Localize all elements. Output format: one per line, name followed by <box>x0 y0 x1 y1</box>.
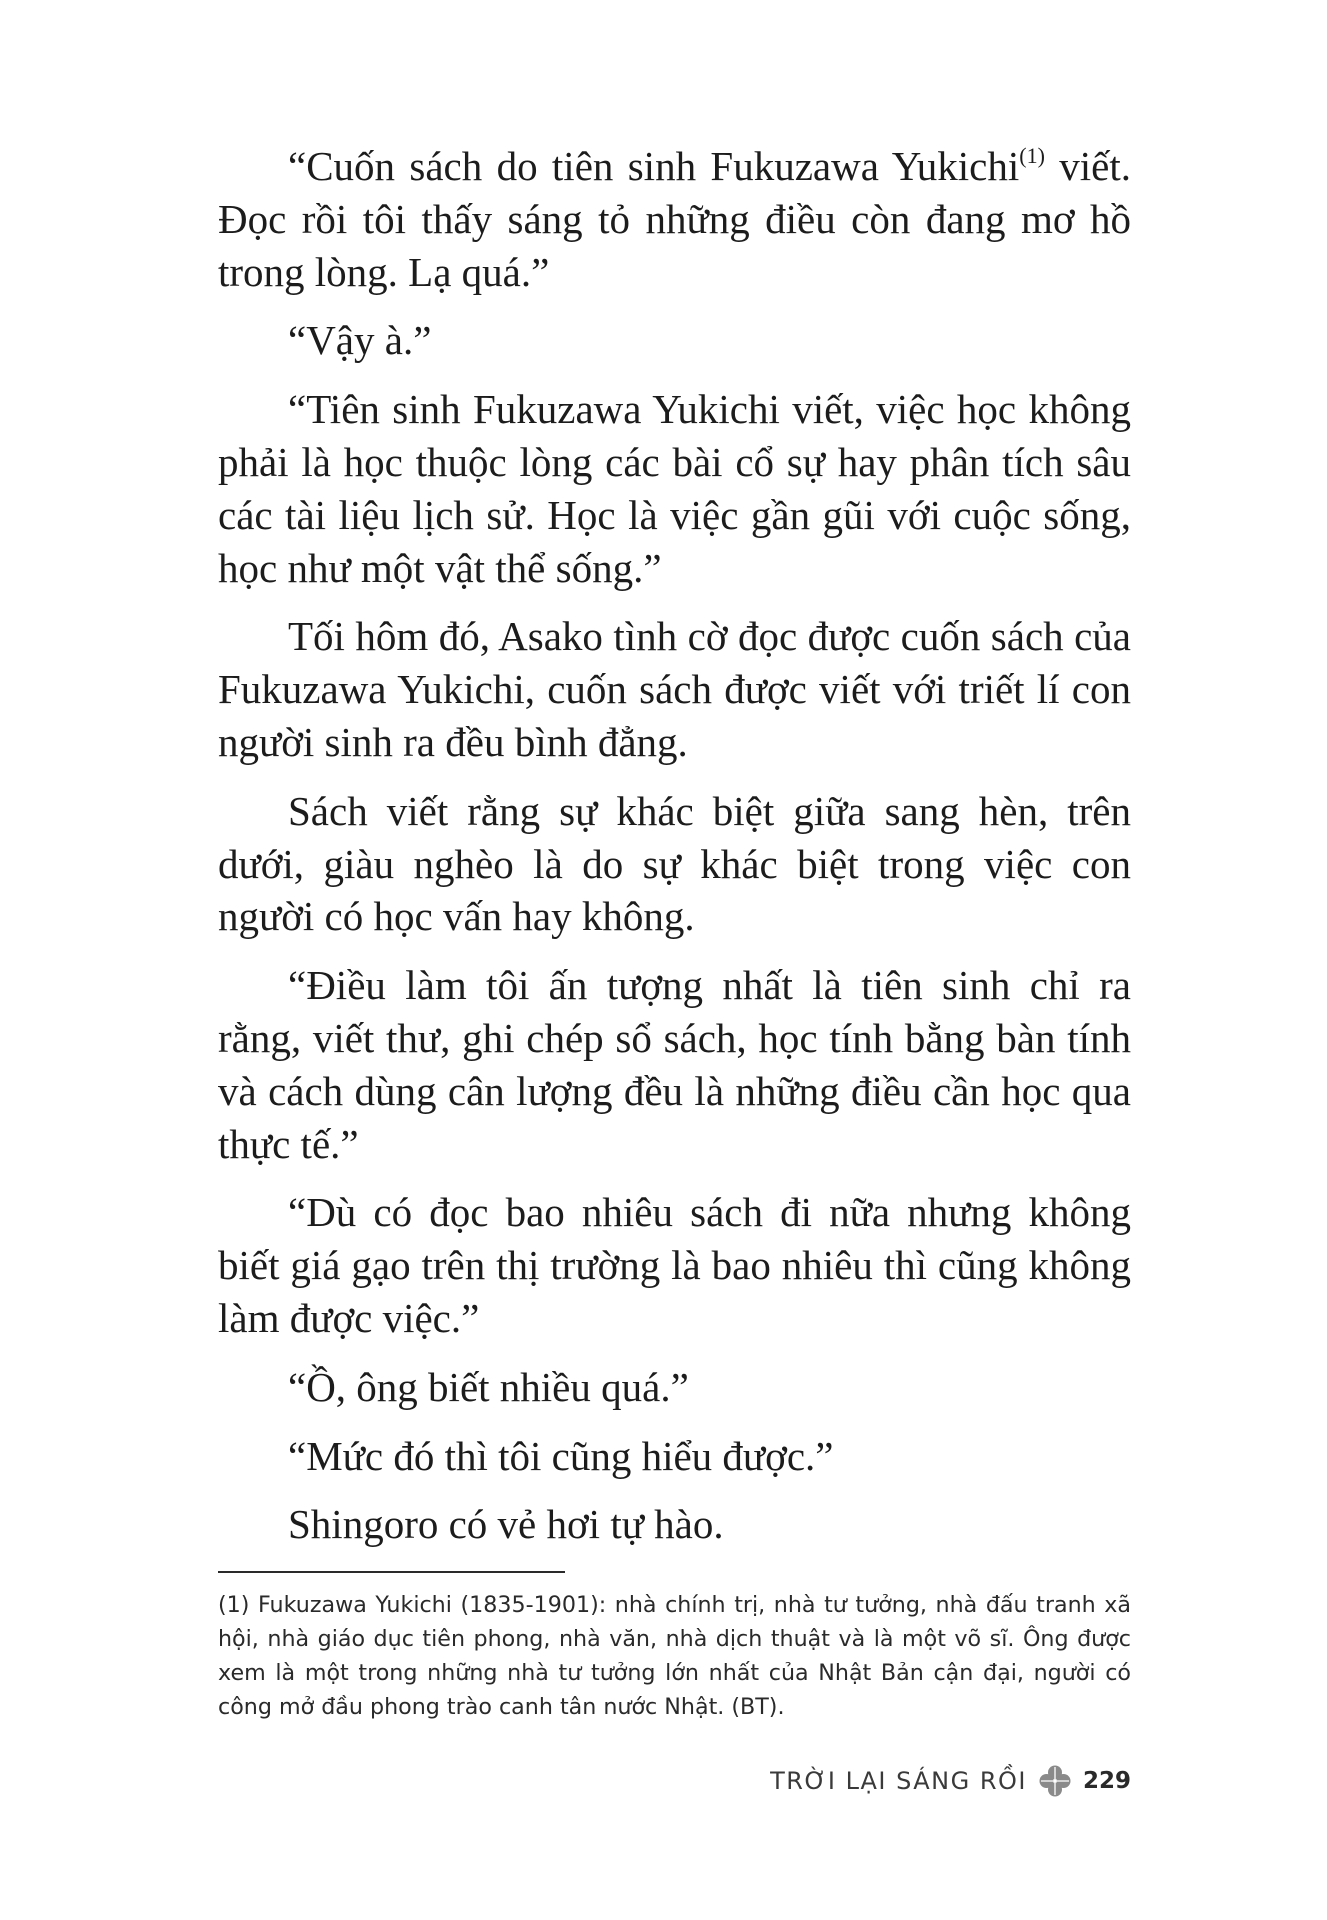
paragraph <box>218 140 1131 298</box>
book-title: TRỜI LẠI SÁNG RỒI <box>770 1767 1027 1795</box>
page-number: 229 <box>1082 1768 1131 1794</box>
footnote-reference[interactable]: (1) <box>1019 143 1045 168</box>
paragraph: “Dù có đọc bao nhiêu sách đi nữa nhưng không biết giá gạo trên thị trường là bao nhiêu thì cũng không làm được việc.” <box>218 1189 1131 1341</box>
footnote-divider <box>218 1571 565 1573</box>
paragraph: Shingoro có vẻ hơi tự hào. <box>288 1501 724 1548</box>
paragraph-text: “Cuốn sách do tiên sinh Fukuzawa Yukichi <box>288 143 1020 189</box>
paragraph: “Ồ, ông biết nhiều quá.” <box>288 1363 689 1410</box>
paragraph: Sách viết rằng sự khác biệt giữa sang hèn, trên dưới, giàu nghèo là do sự khác biệt trong việc con người có học vấn hay không. <box>218 787 1131 940</box>
paragraph: “Mức đó thì tôi cũng hiểu được.” <box>288 1432 834 1479</box>
running-footer <box>770 1763 1131 1799</box>
footnote: (1) Fukuzawa Yukichi (1835-1901): nhà chính trị, nhà tư tưởng, nhà đấu tranh xã hội, nhà giáo dục tiên phong, nhà văn, nhà dịch thuật và là một võ sĩ. Ông được xem là một trong những nhà tư tưởng lớn nhất của Nhật Bản cận đại, người có công mở đầu phong trào canh tân nước Nhật. (BT). <box>218 1592 1131 1720</box>
paragraph: “Tiên sinh Fukuzawa Yukichi viết, việc học không phải là học thuộc lòng các bài cổ sự hay phân tích sâu các tài liệu lịch sử. Học là việc gần gũi với cuộc sống, học như một vật thể sống.” <box>218 386 1131 591</box>
body-text <box>218 140 1131 1567</box>
paragraph: “Vậy à.” <box>288 317 432 364</box>
paragraph: “Điều làm tôi ấn tượng nhất là tiên sinh chỉ ra rằng, viết thư, ghi chép sổ sách, học tính bằng bàn tính và cách dùng cân lượng đều là những điều cần học qua thực tế.” <box>218 962 1131 1167</box>
paragraph: Tối hôm đó, Asako tình cờ đọc được cuốn sách của Fukuzawa Yukichi, cuốn sách được viết với triết lí con người sinh ra đều bình đẳng. <box>218 613 1131 765</box>
paragraph-text-continued: viết. Đọc rồi tôi thấy sáng tỏ những điều còn đang mơ hồ trong lòng. Lạ quá.” <box>218 143 1132 295</box>
clover-icon <box>1037 1763 1073 1799</box>
